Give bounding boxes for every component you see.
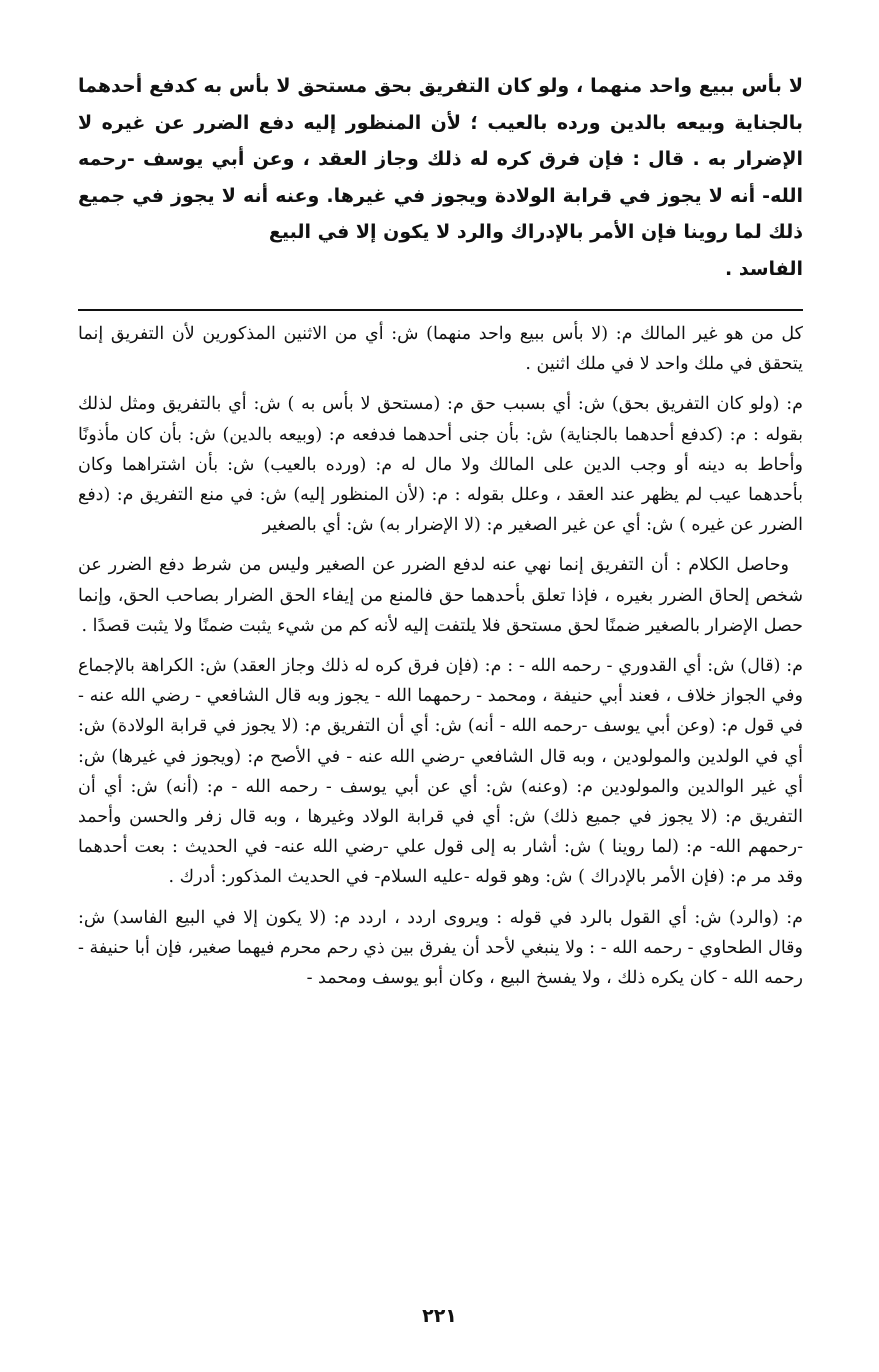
commentary-paragraph: م: (قال) ش: أي القدوري - رحمه الله - : م: (فإن فرق كره له ذلك وجاز العقد) ش: الكراهة بالإجماع وفي الجواز خلاف ، فعند أبي حنيفة ، ومحمد - رحمهما الله - يجوز وبه قال الشافعي - رضي الله عنه - في قول م: (وعن أبي يوسف -رحمه الله - أنه) ش: أي أن التفريق م: (لا يجوز في قرابة الولادة) ش: أي في الولدين والمولودين ، وبه قال الشافعي -رضي الله عنه - في الأصح م: (ويجوز في غيرها) ش: أي غير الوالدين والمولودين م: (وعنه) ش: أي عن أبي يوسف - رحمه الله - م: (أنه) ش: أي أن التفريق م: (لا يجوز في جميع ذلك) ش: أي في قرابة الولاد وغيرها ، وبه قال زفر والحسن وأحمد -رحمهم الله- م: (لما روينا ) ش: أشار به إلى قول علي -رضي الله عنه- في الحديث : بعت أحدهما وقد مر م: (فإن الأمر بالإدراك ) ش: وهو قوله -عليه السلام- في الحديث المذكور: أدرك .	[78, 656, 803, 888]
page-content	[78, 68, 803, 1003]
commentary-paragraph: م: (والرد) ش: أي القول بالرد في قوله : ويروى اردد ، اردد م: (لا يكون إلا في البيع الفاسد) ش: وقال الطحاوي - رحمه الله - : ولا ينبغي لأحد أن يفرق بين ذي رحم محرم فيهما صغير، فإن أبا حنيفة - رحمه الله - كان يكره ذلك ، ولا يفسخ البيع ، وكان أبو يوسف ومحمد -	[78, 907, 803, 989]
commentary	[78, 319, 803, 993]
main-text-body: لا بأس ببيع واحد منهما ، ولو كان التفريق بحق مستحق لا بأس به كدفع أحدهما بالجناية وبيعه بالدين ورده بالعيب ؛ لأن المنظور إليه دفع الضرر عن غيره لا الإضرار به . قال : فإن فرق كره له ذلك وجاز العقد ، وعن أبي يوسف -رحمه الله- أنه لا يجوز في قرابة الولادة ويجوز في غيرها. وعنه أنه لا يجوز في جميع ذلك لما روينا فإن الأمر بالإدراك والرد لا يكون إلا في البيع	[78, 75, 803, 243]
main-text	[78, 68, 803, 287]
separator-rule	[78, 309, 803, 311]
commentary-paragraph: كل من هو غير المالك م: (لا بأس ببيع واحد منهما) ش: أي من الاثنين المذكورين لأن التفريق إنما يتحقق في ملك واحد لا في ملك اثنين .	[78, 324, 803, 375]
page-number: ٢٢١	[422, 1305, 457, 1327]
commentary-paragraph: وحاصل الكلام : أن التفريق إنما نهي عنه لدفع الضرر عن الصغير وليس من شرط دفع الضرر عن شخص إلحاق الضرر بغيره ، فإذا تعلق بأحدهما حق فالمنع من إيفاء الحق الضرار بصاحب الحق، وإنما حصل الإضرار بالصغير ضمنًا لحق مستحق فلا يلتفت إليه لأنه كم من شيء يثبت ضمنًا ولا يثبت قصدًا .	[78, 555, 803, 636]
commentary-paragraph: م: (ولو كان التفريق بحق) ش: أي بسبب حق م: (مستحق لا بأس به ) ش: أي بالتفريق ومثل لذلك بقوله : م: (كدفع أحدهما بالجناية) ش: بأن جنى أحدهما فدفعه م: (وبيعه بالدين) ش: بأن كان مأذونًا وأحاط به دينه أو وجب الدين على المالك ولا مال له م: (ورده بالعيب) ش: بأن اشتراهما وكان بأحدهما عيب لم يظهر عند العقد ، وعلل بقوله : م: (لأن المنظور إليه) ش: في منع التفريق م: (دفع الضرر عن غيره ) ش: أي عن غير الصغير م: (لا الإضرار به) ش: أي بالصغير	[78, 394, 803, 536]
main-text-last-line: الفاسد .	[725, 257, 803, 280]
